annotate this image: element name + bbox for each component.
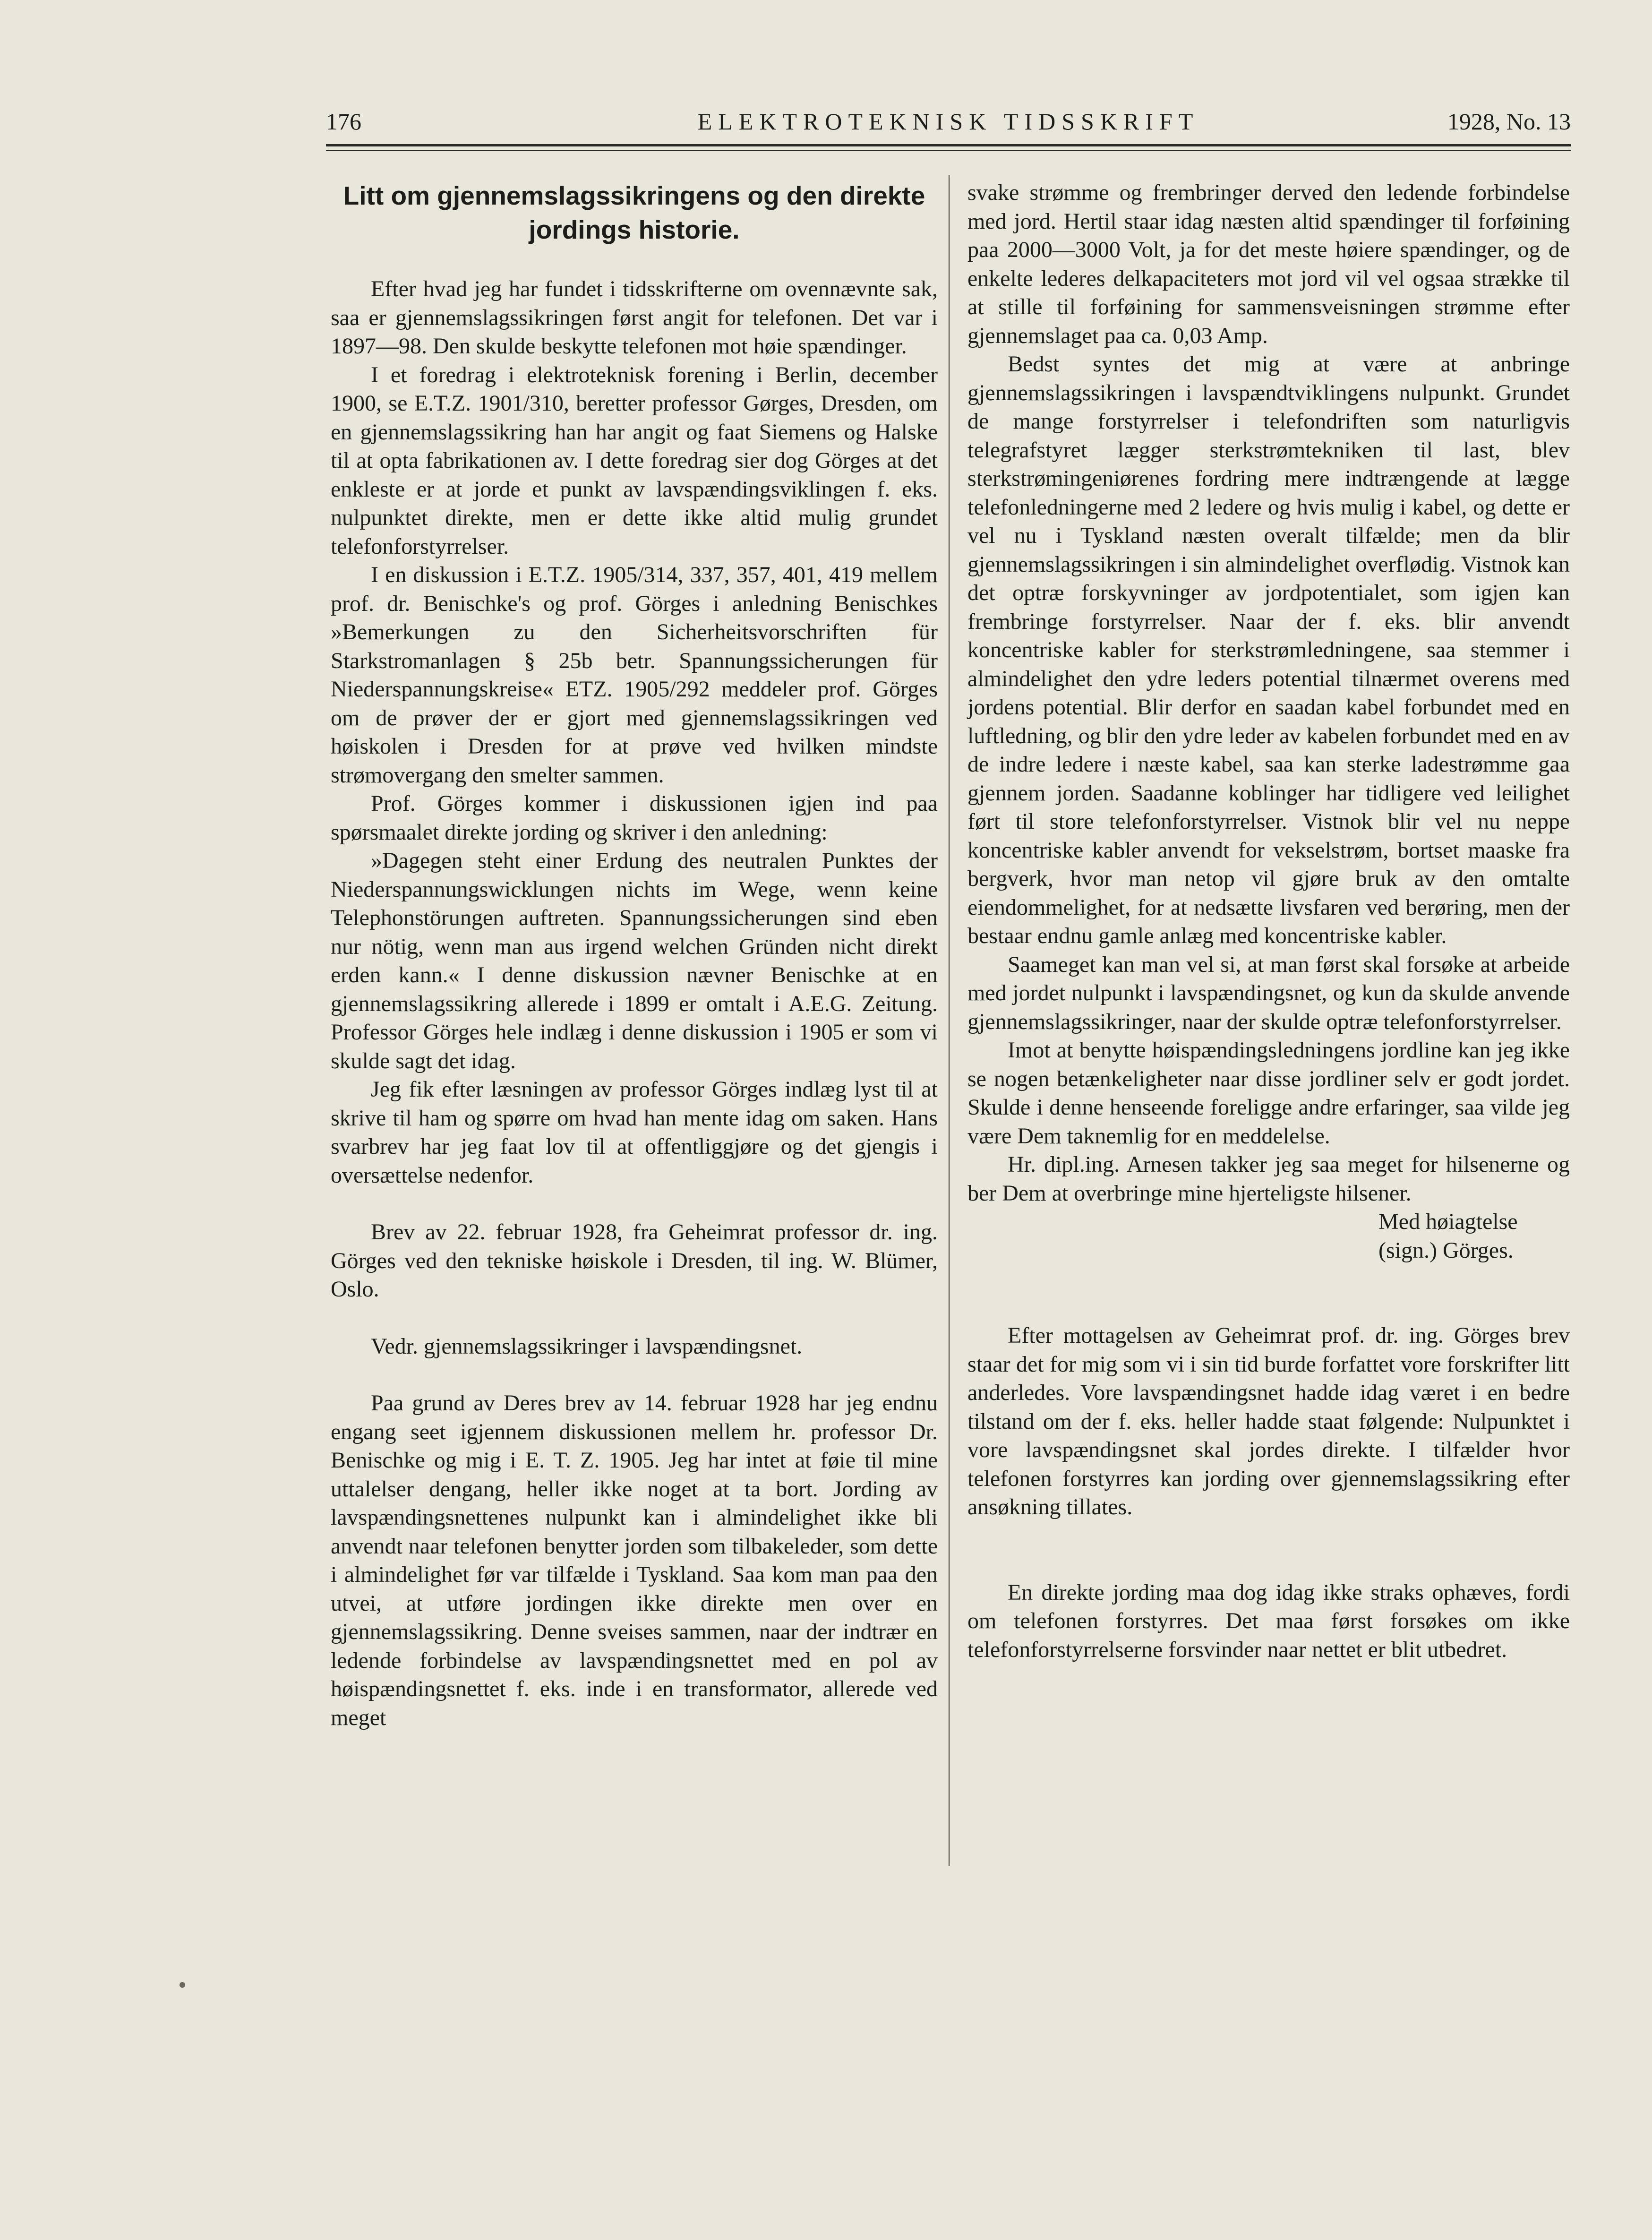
spacer: [331, 1361, 938, 1389]
paragraph: Hr. dipl.ing. Arnesen takker jeg saa meget for hilsenerne og ber Dem at overbringe mine hjerteligste hilsener.: [967, 1152, 1570, 1206]
journal-title: ELEKTROTEKNISK TIDSSKRIFT: [697, 108, 1199, 135]
letter-subject: Vedr. gjennemslagssikringer i lavspændingsnet.: [371, 1333, 803, 1359]
left-column: [331, 179, 938, 1732]
spacer: [967, 1265, 1570, 1322]
spacer: [967, 1522, 1570, 1579]
paragraph: Saameget kan man vel si, at man først skal forsøke at arbeide med jordet nulpunkt i lavspændingsnet, og kun da skulde anvende gjennemslagssikringer, naar der skulde optræ telefonforstyrrelser.: [967, 952, 1570, 1034]
paragraph: I en diskussion i E.T.Z. 1905/314, 337, 357, 401, 419 mellem prof. dr. Benischke's og prof. Görges i anledning Benischkes »Bemerkungen zu den Sicherheitsvorschriften für Starkstromanlagen § 25b betr. Spannungssicherungen für Niederspannungskreise« ETZ. 1905/292 meddeler prof. Görges om de prøver der er gjort med gjennemslagssikringen ved høiskolen i Dresden for at prøve ved hvilken mindste strømovergang den smelter sammen.: [331, 562, 938, 788]
paragraph: Jeg fik efter læsningen av professor Görges indlæg lyst til at skrive til ham og spørre om hvad han mente idag om saken. Hans svarbrev har jeg faat lov til at offentliggjøre og det gjengis i oversættelse nedenfor.: [331, 1077, 938, 1188]
article-title: Litt om gjennemslagssikringens og den direkte jordings historie.: [343, 181, 925, 244]
closing-salutation: Med høiagtelse: [1378, 1209, 1518, 1234]
paragraph: svake strømme og frembringer derved den ledende forbindelse med jord. Hertil staar idag næsten altid spændinger til forføining paa 2000—3000 Volt, ja for det meste høiere spændinger, og de enkelte lederes delkapaciteters mot jord vil vel ogsaa strække til at stille til forføining for sammensveisningen strømme efter gjennemslaget paa ca. 0,03 Amp.: [967, 180, 1570, 348]
paragraph: Prof. Görges kommer i diskussionen igjen ind paa spørsmaalet direkte jording og skriver i den anledning:: [331, 791, 938, 845]
paragraph: Efter hvad jeg har fundet i tidsskrifterne om ovennævnte sak, saa er gjennemslagssikringen først angit for telefonen. Det var i 1897—98. Den skulde beskytte telefonen mot høie spændinger.: [331, 276, 938, 359]
header-rule-thin: [326, 150, 1571, 151]
paragraph: Efter mottagelsen av Geheimrat prof. dr. ing. Görges brev staar det for mig som vi i sin tid burde forfattet vore forskrifter litt anderledes. Vore lavspændingsnet hadde idag været i en bedre tilstand om der f. eks. heller hadde staat følgende: Nulpunktet i vore lavspændingsnet skal jordes direkte. I tilfælder hvor telefonen forstyrres kan jording over gjennemslagssikring efter ansøkning tillates.: [967, 1323, 1570, 1519]
signature: (sign.) Görges.: [1378, 1237, 1514, 1263]
issue-label: 1928, No. 13: [1447, 108, 1571, 135]
spacer: [331, 1304, 938, 1332]
paragraph: I et foredrag i elektroteknisk forening i Berlin, december 1900, se E.T.Z. 1901/310, beretter professor Gørges, Dresden, om en gjennemslagssikring han har angit og faat Siemens og Halske til at opta fabrikationen av. I dette foredrag sier dog Görges at det enkleste er at jorde et punkt av lavspændingsviklingen f. eks. nulpunktet direkte, men er dette ikke altid mulig grundet telefonforstyrrelser.: [331, 362, 938, 559]
print-speck: [180, 1982, 185, 1988]
page-number: 176: [326, 108, 361, 135]
letter-paragraph: Paa grund av Deres brev av 14. februar 1928 har jeg endnu engang seet igjennem diskussionen mellem hr. professor Dr. Benischke og mig i E. T. Z. 1905. Jeg har intet at føie til mine uttalelser dengang, heller ikke noget at ta bort. Jording av lavspændingsnettenes nulpunkt kan i almindelighet ikke bli anvendt naar telefonen benytter jorden som tilbakeleder, som dette i almindelighet før var tilfælde i Tyskland. Saa kom man paa den utvei, at utføre jordingen ikke direkte men over en gjennemslagssikring. Denne sveises sammen, naar der indtrær en ledende forbindelse av lavspændingsnettet med en pol av høispændingsnettet f. eks. inde i en transformator, allerede ved meget: [331, 1390, 938, 1730]
header-rule-thick: [326, 144, 1571, 146]
spacer: [331, 1190, 938, 1218]
right-column: [967, 179, 1570, 1664]
column-divider: [949, 175, 950, 1866]
paragraph: Imot at benytte høispændingsledningens jordline kan jeg ikke se nogen betænkeligheter naar disse jordliner selv er godt jordet. Skulde i denne henseende foreligge andre erfaringer, saa vilde jeg være Dem taknemlig for en meddelelse.: [967, 1038, 1570, 1149]
paragraph: En direkte jording maa dog idag ikke straks ophæves, fordi om telefonen forstyrres. Det maa først forsøkes om ikke telefonforstyrrelserne forsvinder naar nettet er blit utbedret.: [967, 1579, 1570, 1662]
quotation-paragraph: »Dagegen steht einer Erdung des neutralen Punktes der Niederspannungswicklungen nichts im Wege, wenn keine Telephonstörungen auftreten. Spannungssicherungen sind eben nur nötig, wenn man aus irgend welchen Gründen nicht direkt erden kann.« I denne diskussion nævner Benischke at en gjennemslagssikring allerede i 1899 er omtalt i A.E.G. Zeitung. Professor Görges hele indlæg i denne diskussion i 1905 er som vi skulde sagt det idag.: [331, 848, 938, 1073]
running-header: [326, 99, 1571, 142]
paragraph: Bedst syntes det mig at være at anbringe gjennemslagssikringen i lavspændtviklingens nulpunkt. Grundet de mange forstyrrelser i telefondriften som naturligvis telegrafstyret lægger sterkstrømtekniken til last, blev sterkstrømingeniørenes fordring mere indtrængende at lægge telefonledningerne med 2 ledere og hvis mulig i kabel, og dette er vel nu i Tyskland næsten overalt tilfælde; men da blir gjennemslagssikringen i sin almindelighet overflødig. Vistnok kan det optræ forskyvninger av jordpotentialet, som igjen kan frembringe forstyrrelser. Naar der f. eks. blir anvendt koncentriske kabler for sterkstrømledningene, saa stemmer i almindelighet den ydre leders potential tilnærmet overens med jordens potential. Blir derfor en saadan kabel forbundet med en luftledning, og blir den ydre leder av kabelen forbundet med en av de indre ledere i næste kabel, saa kan sterke ladestrømme gaa gjennem jorden. Saadanne koblinger har tidligere ved leilighet ført til store telefonforstyrrelser. Vistnok blir vel nu neppe koncentriske kabler anvendt for vekselstrøm, bortset maaske fra bergverk, hvor man netop vil gjøre bruk av den omtalte eiendommelighet, for at nedsætte livsfaren ved berøring, men der bestaar endnu gamle anlæg med koncentriske kabler.: [967, 352, 1570, 948]
letter-intro: Brev av 22. februar 1928, fra Geheimrat professor dr. ing. Görges ved den tekniske høiskole i Dresden, til ing. W. Blümer, Oslo.: [331, 1219, 938, 1302]
